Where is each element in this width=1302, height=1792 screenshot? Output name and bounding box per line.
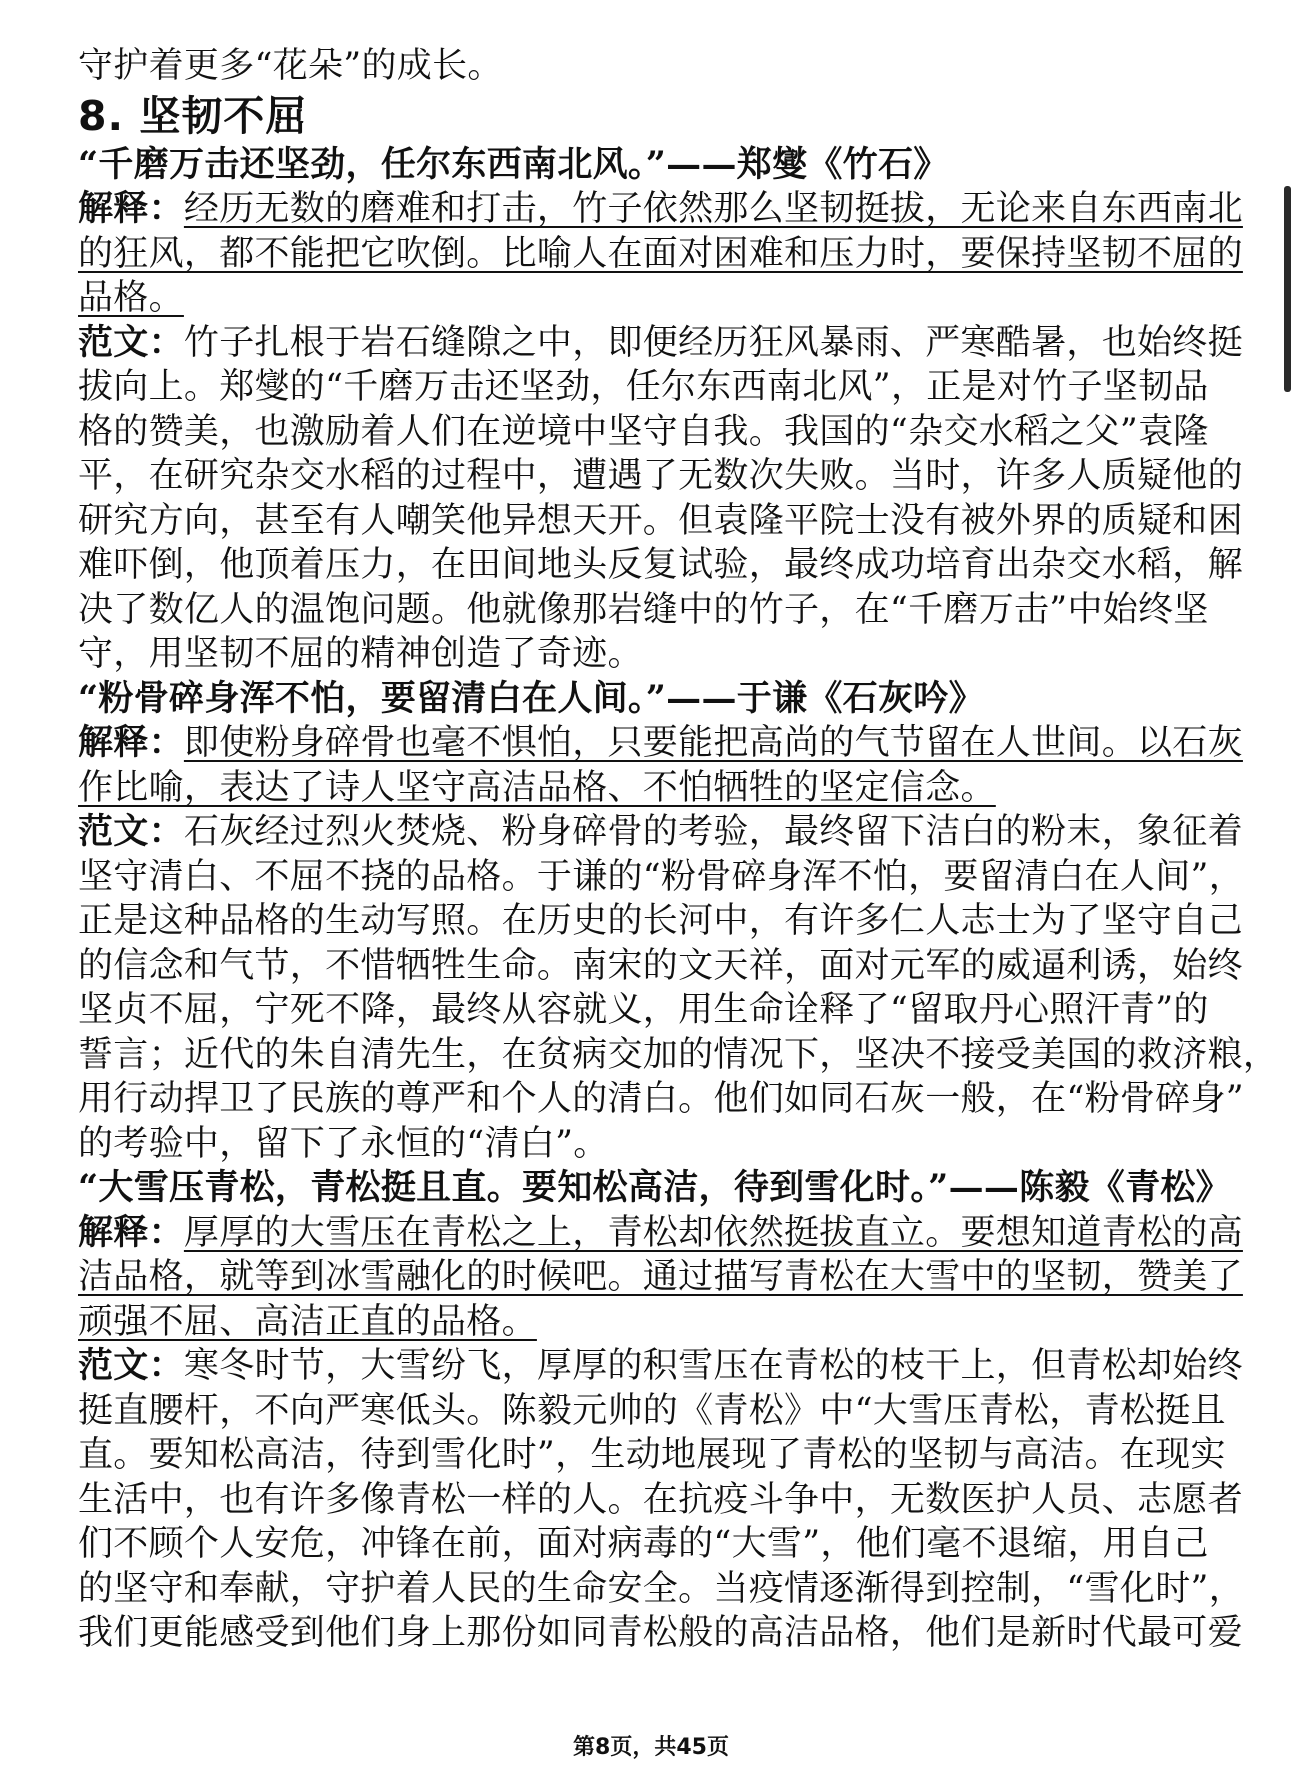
essay-line: 守，用坚韧不屈的精神创造了奇迹。 [78, 634, 643, 674]
essay-text: 石灰经过烈火焚烧、粉身碎骨的考验，最终留下洁白的粉末，象征着 [183, 812, 1243, 852]
poem-entry [78, 1166, 1244, 1656]
essay-line: 难吓倒，他顶着压力，在田间地头反复试验，最终成功培育出杂交水稻，解 [78, 545, 1243, 585]
essay-line: 平，在研究杂交水稻的过程中，遭遇了无数次失败。当时，许多人质疑他的 [78, 456, 1243, 496]
explanation-line [78, 1300, 1228, 1345]
explanation-label: 解释： [78, 188, 184, 229]
essay-line: 生活中，也有许多像青松一样的人。在抗疫斗争中，无数医护人员、志愿者 [78, 1479, 1243, 1520]
essay-line: 研究方向，甚至有人嘲笑他异想天开。但袁隆平院士没有被外界的质疑和困 [78, 500, 1243, 541]
essay-text: 竹子扎根于岩石缝隙之中，即便经历狂风暴雨、严寒酷暑，也始终挺 [183, 322, 1243, 363]
explanation-line [78, 1255, 1243, 1300]
poem-entry [78, 677, 1279, 1167]
explanation-text: 作比喻，表达了诗人坚守高洁品格、不怕牺牲的坚定信念。 [78, 767, 996, 808]
explanation-line [78, 187, 1243, 232]
intro-line: 守护着更多“花朵”的成长。 [78, 46, 503, 86]
explanation-label: 解释： [78, 722, 184, 763]
explanation-text: 厚厚的大雪压在青松之上，青松却依然挺拔直立。要想知道青松的高 [183, 1212, 1243, 1253]
essay-line: 决了数亿人的温饱问题。他就像那岩缝中的竹子，在“千磨万击”中始终坚 [78, 589, 1209, 630]
section-title: 8. 坚韧不屈 [78, 91, 308, 140]
essay-line: 的坚守和奉献，守护着人民的生命安全。当疫情逐渐得到控制，“雪化时”， [78, 1568, 1244, 1609]
essay-line [78, 321, 1243, 366]
essay-text: 寒冬时节，大雪纷飞，厚厚的积雪压在青松的枝干上，但青松却始终 [183, 1346, 1243, 1386]
essay-line: 挺直腰杆，不向严寒低头。陈毅元帅的《青松》中“大雪压青松，青松挺且 [78, 1390, 1226, 1431]
poem-entry [78, 143, 1243, 677]
explanation-line [78, 766, 1228, 811]
explanation-line [78, 1211, 1243, 1256]
essay-line: 直。要知松高洁，待到雪化时”，生动地展现了青松的坚韧与高洁。在现实 [78, 1435, 1226, 1475]
explanation-line [78, 721, 1243, 766]
essay-label: 范文： [78, 321, 184, 363]
essay-line: 誓言；近代的朱自清先生，在贫病交加的情况下，坚决不接受美国的救济粮， [78, 1034, 1279, 1075]
essay-line [78, 1344, 1243, 1389]
explanation-text: 顽强不屈、高洁正直的品格。 [78, 1301, 537, 1342]
explanation-line [78, 232, 1243, 277]
poem-quote: “大雪压青松，青松挺且直。要知松高洁，待到雪化时。”——陈毅《青松》 [78, 1167, 1231, 1208]
essay-label: 范文： [78, 1345, 184, 1386]
essay-label: 范文： [78, 811, 184, 852]
essay-line: 坚守清白、不屈不挠的品格。于谦的“粉骨碎身浑不怕，要留清白在人间”， [78, 856, 1244, 897]
poem-quote: “千磨万击还坚劲，任尔东西南北风。”——郑燮《竹石》 [78, 143, 949, 185]
explanation-text: 品格。 [78, 278, 184, 318]
essay-line: 坚贞不屈，宁死不降，最终从容就义，用生命诠释了“留取丹心照汗青”的 [78, 990, 1209, 1030]
essay-line: 的考验中，留下了永恒的“清白”。 [78, 1123, 609, 1164]
scrollbar-thumb[interactable] [1284, 186, 1291, 392]
essay-line [78, 810, 1243, 855]
explanation-text: 即使粉身碎骨也毫不惧怕，只要能把高尚的气节留在人世间。以石灰 [183, 723, 1243, 763]
explanation-line [78, 276, 1228, 321]
explanation-text: 经历无数的磨难和打击，竹子依然那么坚韧挺拔，无论来自东西南北 [183, 189, 1243, 229]
essay-line: 我们更能感受到他们身上那份如同青松般的高洁品格，他们是新时代最可爱 [78, 1613, 1243, 1653]
essay-line: 正是这种品格的生动写照。在历史的长河中，有许多仁人志士为了坚守自己 [78, 901, 1243, 941]
explanation-text: 洁品格，就等到冰雪融化的时候吧。通过描写青松在大雪中的坚韧，赞美了 [78, 1257, 1243, 1297]
essay-line: 的信念和气节，不惜牺牲生命。南宋的文天祥，面对元军的威逼利诱，始终 [78, 945, 1243, 986]
essay-line: 拔向上。郑燮的“千磨万击还坚劲，任尔东西南北风”，正是对竹子坚韧品 [78, 367, 1209, 407]
essay-line: 格的赞美，也激励着人们在逆境中坚守自我。我国的“杂交水稻之父”袁隆 [78, 411, 1209, 452]
essay-line: 用行动捍卫了民族的尊严和个人的清白。他们如同石灰一般，在“粉骨碎身” [78, 1079, 1244, 1119]
explanation-text: 的狂风，都不能把它吹倒。比喻人在面对困难和压力时，要保持坚韧不屈的 [78, 233, 1243, 274]
essay-line: 们不顾个人安危，冲锋在前，面对病毒的“大雪”，他们毫不退缩，用自己 [78, 1524, 1209, 1564]
poem-quote: “粉骨碎身浑不怕，要留清白在人间。”——于谦《石灰吟》 [78, 677, 984, 719]
page-content [78, 44, 1279, 1656]
explanation-label: 解释： [78, 1211, 184, 1253]
page-number: 第8页，共45页 [573, 1735, 729, 1760]
